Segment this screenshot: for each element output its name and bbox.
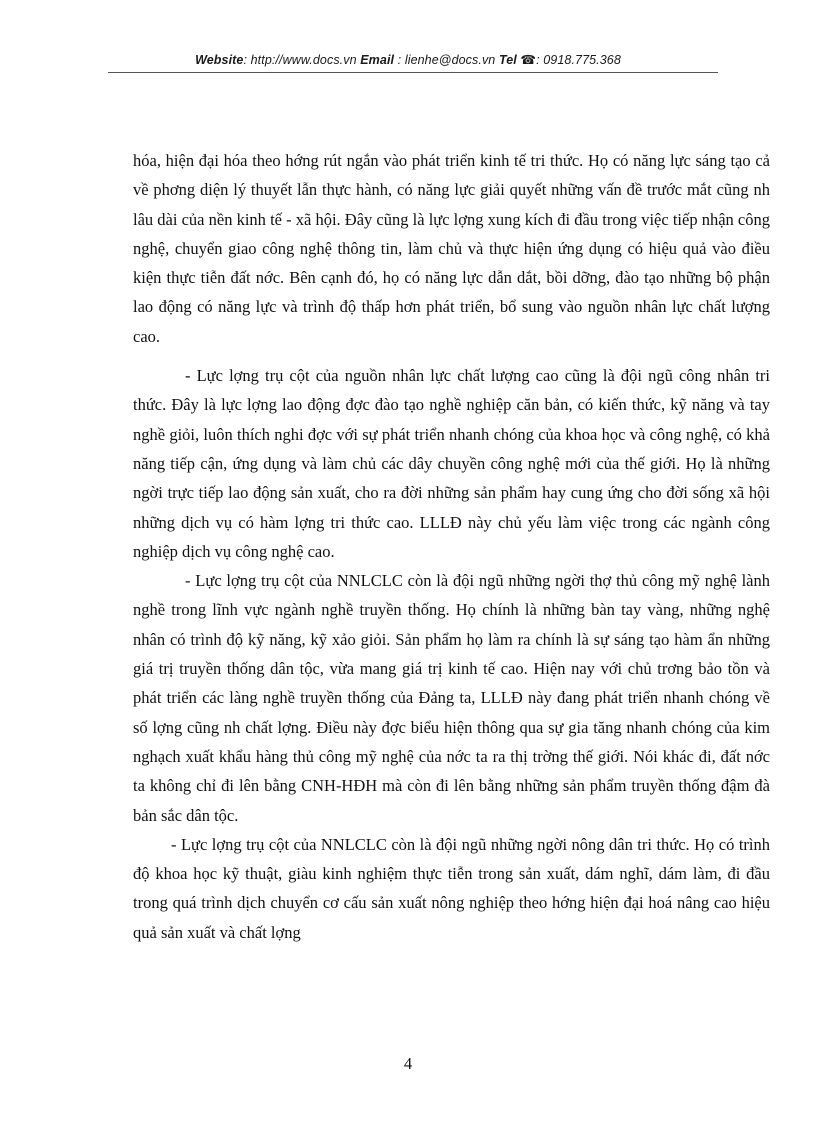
email-label: Email bbox=[360, 53, 395, 67]
page-header bbox=[0, 52, 816, 67]
website-value: : http://www.docs.vn bbox=[243, 53, 357, 67]
phone-icon: ☎ bbox=[520, 53, 537, 67]
paragraph: hóa, hiện đại hóa theo hớng rút ngắn vào phát triển kinh tế tri thức. Họ có năng lực sáng tạo cả về phơng diện lý thuyết lẫn thực hành, có năng lực giải quyết những vấn đề trước mắt cũng nh lâu dài của nền kinh tế - xã hội. Đây cũng là lực lợng xung kích đi đầu trong việc tiếp nhận công nghệ, chuyển giao công nghệ thông tin, làm chủ và thực hiện ứng dụng có hiệu quả vào điều kiện thực tiễn đất nớc. Bên cạnh đó, họ có năng lực dẫn dắt, bồi dỡng, đào tạo những bộ phận lao động có năng lực và trình độ thấp hơn phát triển, bổ sung vào nguồn nhân lực chất lượng cao. bbox=[133, 151, 770, 346]
website-label: Website bbox=[195, 53, 244, 67]
email-value: : lienhe@docs.vn bbox=[397, 53, 496, 67]
page-number: 4 bbox=[403, 1054, 413, 1073]
header-divider bbox=[108, 72, 718, 73]
document-body bbox=[133, 146, 770, 947]
tel-value: : 0918.775.368 bbox=[536, 53, 621, 67]
paragraph: - Lực lợng trụ cột của NNLCLC còn là đội ngũ những ngời thợ thủ công mỹ nghệ lành nghề trong lĩnh vực ngành nghề truyền thống. Họ chính là những bàn tay vàng, những nghệ nhân có trình độ kỹ năng, kỹ xảo giỏi. Sản phẩm họ làm ra chính là sự sáng tạo hàm ẩn những giá trị truyền thống dân tộc, vừa mang giá trị kinh tế cao. Hiện nay với chủ trơng bảo tồn và phát triển các làng nghề truyền thống của Đảng ta, LLLĐ này đang phát triển nhanh chóng về số lợng cũng nh chất lợng. Điều này đợc biểu hiện thông qua sự gia tăng nhanh chóng của kim nghạch xuất khẩu hàng thủ công mỹ nghệ của nớc ta ra thị trờng thế giới. Nói khác đi, đất nớc ta không chỉ đi lên bằng CNH-HĐH mà còn đi lên bằng những sản phẩm truyền thống đậm đà bản sắc dân tộc. bbox=[133, 571, 770, 825]
paragraph: - Lực lợng trụ cột của nguồn nhân lực chất lượng cao cũng là đội ngũ công nhân tri thức. Đây là lực lợng lao động đợc đào tạo nghề nghiệp căn bản, có kiến thức, kỹ năng và tay nghề giỏi, luôn thích nghi đợc với sự phát triển nhanh chóng của khoa học và công nghệ, có khả năng tiếp cận, ứng dụng và làm chủ các dây chuyền công nghệ mới của thế giới. Họ là những ngời trực tiếp lao động sản xuất, cho ra đời những sản phẩm hay cung ứng cho đời sống xã hội những dịch vụ có hàm lợng tri thức cao. LLLĐ này chủ yếu làm việc trong các ngành công nghiệp dịch vụ công nghệ cao. bbox=[133, 366, 770, 561]
paragraph: - Lực lợng trụ cột của NNLCLC còn là đội ngũ những ngời nông dân tri thức. Họ có trình độ khoa học kỹ thuật, giàu kinh nghiệm thực tiễn trong sản xuất, dám nghĩ, dám làm, đi đầu trong quá trình dịch chuyển cơ cấu sản xuất nông nghiệp theo hớng hiện đại hoá nâng cao hiệu quả sản xuất và chất lợng bbox=[133, 834, 770, 942]
tel-label: Tel bbox=[498, 53, 517, 67]
